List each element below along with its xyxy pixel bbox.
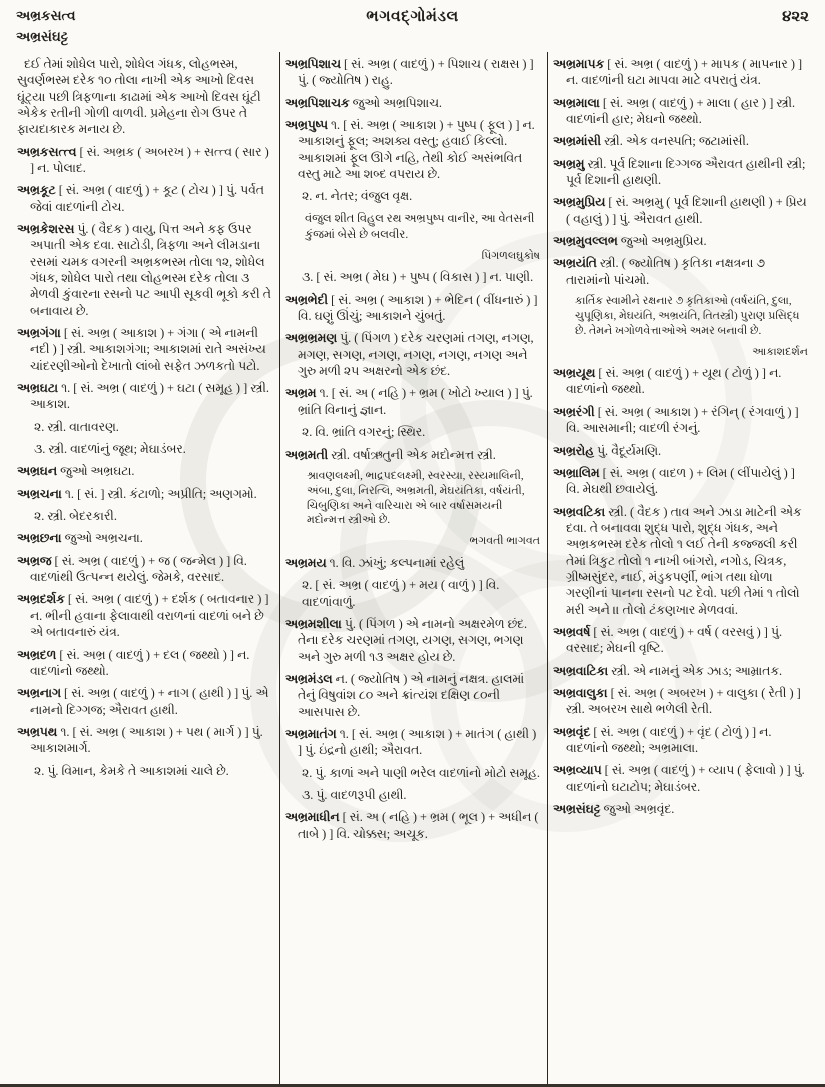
block-text: ૩. સ્ત્રી. વાદળાંનું જૂથ; મેઘાડંબર. xyxy=(34,442,186,457)
entry-headword: અભ્રઘટા xyxy=(17,381,62,396)
entry-body: ૧. [ સં. અ ( નહિ ) + ભ્રમ ( ખોટો ખ્યાલ ) ] પું. ભ્રાંતિ વિનાનું જ્ઞાન. xyxy=(298,386,533,417)
entry-body: [ સં. અભ્ર ( અબરખ ) + વાલુકા ( રેતી ) ] સ્ત્રી. અબરખ સાથે ભળેલી રેતી. xyxy=(566,685,801,717)
dictionary-entry xyxy=(285,385,540,418)
entry-headword: અભ્રરોહ xyxy=(553,443,598,458)
dictionary-entry xyxy=(285,726,540,759)
dictionary-entry xyxy=(285,616,540,665)
block-text: ૨. સ્ત્રી. વાતાવરણ. xyxy=(34,419,119,434)
entry-body: પું. વૈદૂર્યમણિ. xyxy=(597,443,662,458)
dictionary-entry xyxy=(17,221,272,319)
entry-headword: અભ્રમાતંગ xyxy=(285,726,340,741)
entry-body: જુઓ અભ્રમુપ્રિય. xyxy=(620,233,707,248)
entry-headword: અભ્રભેદી xyxy=(285,292,332,307)
block-text: આકાશદર્શન xyxy=(752,345,808,358)
entry-body: [ સં. અ ( નહિ ) + ભ્રમ ( ભૂલ ) + અધીન ( તાબે ) ] વિ. ચોક્કસ; અચૂક. xyxy=(298,810,539,841)
entry-body: ૧. [ સં. ] સ્ત્રી. કંટાળો; અપ્રીતિ; અણગમો. xyxy=(64,486,257,501)
column-1 xyxy=(12,52,279,1084)
entry-headword: અભ્રમુવલ્લભ xyxy=(553,233,621,248)
entry-headword: અભ્રપથ xyxy=(17,724,61,739)
dictionary-entry xyxy=(553,504,808,618)
sub-block xyxy=(17,419,272,435)
entry-headword: અભ્રઘન xyxy=(17,464,61,479)
entry-headword: અભ્રમશીલા xyxy=(285,616,345,631)
sub-block xyxy=(17,763,272,779)
sub-block xyxy=(17,508,272,524)
sub-block xyxy=(17,441,272,457)
dictionary-entry xyxy=(553,685,808,718)
entry-headword: અભ્રભ્રમણ xyxy=(285,331,341,346)
note-block xyxy=(553,294,808,339)
entry-headword: અભ્રગંગા xyxy=(17,326,64,340)
entry-body: [ સં. અભ્ર ( વાદળ ) + લિમ ( લીંપાયેલું ) ] વિ. મેઘથી છવાયેલું. xyxy=(566,465,795,497)
entry-body: સ્ત્રી. ( વૈદક ) તાવ અને ઝાડા માટેની એક દવા. તે બનાવવા શુદ્ધ પારો, શુદ્ધ ગંધક, અને અભ્રકભસ્મ દરેક તોલો ૧ લઈ તેની કજ્જલી કરી તેમાં ત્રિકુટ તોલો ૧ નાખી બાંગરો, નગોડ, ચિત્રક, ગ્રીષ્મસુંદર, નાઈ, મંડુકપર્ણી, ભાંગ તથા ધોળા ગરણીનાં પાનના રસનો પટ દેવો. પછી તેમાં ૧ તોલો મરી અને ।। તોલો ટંકણખાર મેળવવાં. xyxy=(566,504,802,617)
dictionary-entry xyxy=(17,685,272,718)
page-number: ૪૨૨ xyxy=(782,9,809,25)
block-text: કાર્તિક સ્વામીને રક્ષનાર ૭ કૃતિકાઓ (વર્ષયંતિ, દુલા, ચુપૂણિકા, મેઘયંતિ, અભ્રયંતિ, તિતસ્ત્રી) પુરાણ પ્રસિદ્ધ છે. તેમને ખગોળવેત્તાઓએ અમર બનાવી છે. xyxy=(575,294,800,337)
entry-body: ૧. વિ. ઝાંખું; કલ્પનામાં રહેલું xyxy=(329,555,465,570)
entry-headword: અભ્રજ xyxy=(17,553,55,568)
entry-headword: અભ્રછના xyxy=(17,531,65,546)
entry-headword: અભ્રવ્યાપ xyxy=(553,763,605,778)
attrib-block xyxy=(285,249,540,264)
block-text: ૨. [ સં. અભ્ર ( વાદળું ) + મય ( વાળું ) ] વિ. વાદળાંવાળું. xyxy=(302,578,500,609)
entry-body: [ સં. અભ્ર ( વાદળું ) + યૂથ ( ટોળું ) ] ન. વાદળાંનો જથ્થો. xyxy=(566,366,782,397)
entry-body: જુઓ અભ્રઘટા. xyxy=(60,464,135,479)
entry-body: [ સં. અભ્ર ( વાદળું ) + વ્યાપ ( ફેલાવો ) ] પું. વાદળાંનો ઘટાટોપ; મેઘાડંબર. xyxy=(566,763,805,794)
block-text: ૨. વિ. ભ્રાંતિ વગરનું; સ્થિર. xyxy=(302,425,426,440)
block-text: ૩. [ સં. અભ્ર ( મેઘ ) + પુષ્પ ( વિકાસ ) ] ન. પાણી. xyxy=(302,270,534,285)
dictionary-entry xyxy=(553,663,808,679)
dictionary-entry xyxy=(17,530,272,546)
attrib-block xyxy=(285,534,540,549)
entry-headword: અભ્રવાટિકા xyxy=(553,663,612,678)
note-block xyxy=(285,469,540,528)
entry-headword: અભ્રકેશરસ xyxy=(17,221,78,236)
entry-body: પું. ( પિંગળ ) દરેક ચરણમાં તગણ, નગણ, મગણ, સગણ, નગણ, નગણ, નગણ, નગણ અને ગુરુ મળી ૨૫ અક્ષરનો એક છંદ. xyxy=(298,331,534,379)
dictionary-entry xyxy=(553,443,808,459)
block-text: ૨. ન. નેતર; વંજુલ વૃક્ષ. xyxy=(302,189,413,204)
entry-headword: અભ્રકસત્ત્વ xyxy=(17,144,80,159)
dictionary-entry xyxy=(553,762,808,795)
entry-body: ૧. [ સં. અભ્ર ( વાદળું ) + ઘટા ( સમૂહ ) ] સ્ત્રી. આકાશ. xyxy=(30,381,269,412)
dictionary-entry xyxy=(553,156,808,189)
dictionary-entry xyxy=(17,591,272,640)
entry-body: પું. ( વૈદક ) વાયુ, પિત્ત અને કફ ઉપર અપાતી એક દવા. સાટોડી, ત્રિફળા અને લીમડાના રસમાં ચમક વગરની અભ્રકભસ્મ તોલા ૧૨, શોધેલ ગંધક, શોધેલ પારો તથા લોહભસ્મ દરેક તોલા ૩ મેળવી કુંવારના રસનો પટ આપી સૂકવી ભૂકો કરી તે બનાવાય છે. xyxy=(30,221,271,318)
block-text: શ્રાવણલક્ષ્મી, ભાદ્રપદલક્ષ્મી, સ્વરસ્યા, રસ્યમાલિની, અંબા, દુલા, નિરત્લિ, અભ્રમતી, મેઘયંતિકા, વર્ષયંતી, ચિબુણિકા અને વારિચારા એ બાર વર્ષાસમયની મદોન્મત્ત સ્ત્રીઓ છે. xyxy=(307,469,525,527)
entry-headword: અભ્રમંડલ xyxy=(285,671,336,686)
entry-body: [ સં. અભ્ર ( વાદળું ) + માલા ( હાર ) ] સ્ત્રી. વાદળાંની હાર; મેઘનો જથ્થો. xyxy=(566,95,796,126)
dictionary-entry xyxy=(553,801,808,817)
entry-headword: અભ્રપુષ્પ xyxy=(285,117,332,132)
dictionary-entry xyxy=(285,447,540,463)
cont-block xyxy=(17,56,272,138)
entry-headword: અભ્રપિશાચક xyxy=(285,95,353,110)
dictionary-entry xyxy=(17,182,272,215)
entry-headword: અભ્રમાધીન xyxy=(285,810,343,825)
entry-body: [ સં. અભ્રક ( અબરખ ) + સત્ત્વ ( સાર ) ] ન. પોલાદ. xyxy=(30,144,269,175)
entry-body: [ સં. અભ્ર ( વાદળું ) + નાગ ( હાથી ) ] પું. એ નામનો દિગ્ગજ; ઐરાવત હાથી. xyxy=(30,686,269,717)
dictionary-entry xyxy=(553,724,808,757)
entry-body: [ સં. અભ્ર ( વાદળું ) + વૃંદ ( ટોળું ) ] ન. વાદળાંનો જથ્થો; અભ્રમાલા. xyxy=(566,724,772,755)
entry-body: ૧. [ સં. અભ્ર ( આકાશ ) + માતંગ ( હાથી ) ] પું. ઇંદ્રનો હાથી; ઐરાવત. xyxy=(298,726,537,758)
dictionary-entry xyxy=(17,380,272,413)
entry-body: સ્ત્રી. એ નામનું એક ઝાડ; આમ્રાતક. xyxy=(611,663,783,678)
dictionary-entry xyxy=(553,465,808,498)
entry-headword: અભ્રમુપ્રિય xyxy=(553,195,609,210)
entry-body: [ સં. અભ્ર ( વાદળું ) + વર્ષ ( વરસવું ) ] પું. વરસાદ; મેઘની વૃષ્ટિ. xyxy=(566,624,783,656)
dictionary-entry xyxy=(285,292,540,325)
sub-block xyxy=(285,269,540,285)
entry-body: [ સં. અભ્ર ( આકાશ ) + ભેદિન ( વીંધનારું ) ] વિ. ઘણું ઊંચું; આકાશને ચુંબતું. xyxy=(298,292,538,324)
sub-block xyxy=(285,424,540,440)
entry-body: જુઓ અભ્રપિશાચ. xyxy=(352,95,442,110)
entry-headword: અભ્રકૂટ xyxy=(17,183,59,198)
dictionary-entry xyxy=(285,56,540,89)
entry-headword: અભ્રમય xyxy=(285,555,330,570)
entry-headword: અભ્રરંગી xyxy=(553,404,598,419)
entry-body: સ્ત્રી. ( જ્યોતિષ ) કૃતિકા નક્ષત્રના ૭ તારામાંનો પાંચમો. xyxy=(566,256,765,287)
dictionary-entry xyxy=(553,365,808,398)
dictionary-entry xyxy=(553,233,808,249)
entry-body: ૧. [ સં. અભ્ર ( આકાશ ) + પથ ( માર્ગ ) ] પું. આકાશમાર્ગ. xyxy=(30,724,263,756)
block-text: વંજુલ શીત વિહુલ રથ અભ્રપુષ્પ વાનીર, આ વેતસની કુંજમાં બેસે છે બલવીર. xyxy=(305,212,535,241)
dictionary-entry xyxy=(17,325,272,374)
page-header xyxy=(0,0,825,50)
running-head-last-word: અભ્રસંઘટ્ટ xyxy=(16,28,69,44)
entry-headword: અભ્રમાલા xyxy=(553,95,603,110)
entry-headword: અભ્રવર્ષ xyxy=(553,624,594,639)
entry-body: ન. ( જ્યોતિષ ) એ નામનું નક્ષત્ર. હાલમાં તેનું વિષુવાંશ ૮૦ અને ક્રાંત્યંશ દક્ષિણ ૮૦ની આસપાસ છે. xyxy=(298,671,525,719)
entry-headword: અભ્રદર્શક xyxy=(17,592,68,607)
attrib-block xyxy=(553,345,808,360)
running-head-first-word: અભ્રકસત્વ xyxy=(16,8,76,23)
entry-headword: અભ્રવટિકા xyxy=(553,504,609,519)
entry-body: [ સં. અભ્ર ( વાદળું ) + જ ( જન્મેલ ) ] વિ. વાદળાંથી ઉત્પન્ન થયેલું. જેમકે, વરસાદ. xyxy=(30,553,247,585)
entry-headword: અભ્રમાંસી xyxy=(553,134,605,149)
entry-headword: અભ્રસંઘટ્ટ xyxy=(553,802,604,817)
dictionary-entry xyxy=(553,95,808,128)
sub-block xyxy=(285,577,540,610)
block-text: ૨. પું. વિમાન, કેમકે તે આકાશમાં ચાલે છે. xyxy=(34,763,229,778)
dictionary-entry xyxy=(17,486,272,502)
block-text: પિંગળલઘુકોષ xyxy=(481,249,540,262)
dictionary-entry xyxy=(17,144,272,177)
block-text: ૨. પું. કાળાં અને પાણી ભરેલ વાદળાંનો મોટો સમૂહ. xyxy=(302,765,540,780)
book-title: ભગવદ્ગોમંડલ xyxy=(366,8,459,25)
entry-headword: અભ્રમતી xyxy=(285,447,332,462)
entry-body: [ સં. અભ્ર ( વાદળું ) + માપક ( માપનાર ) ] ન. વાદળાંની ઘટા માપવા માટે વપરાતું યંત્ર. xyxy=(566,56,803,88)
dictionary-entry xyxy=(553,133,808,149)
entry-body: [ સં. અભ્ર ( વાદળું ) + દલ ( જથ્થો ) ] ન. વાદળાંનો જથ્થો. xyxy=(30,647,250,678)
entry-headword: અભ્રચના xyxy=(17,486,65,501)
entry-headword: અભ્રમાપક xyxy=(553,56,608,71)
entry-headword: અભ્રદળ xyxy=(17,647,60,662)
dictionary-columns xyxy=(12,52,815,1084)
sub-block xyxy=(285,787,540,803)
dictionary-entry xyxy=(285,671,540,720)
entry-body: [ સં. અભ્ર ( વાદળું ) + દર્શક ( બતાવનાર ) ] ન. ભીની હવાના ફેલાવાથી વરાળનાં વાદળાં બને છે એ બતાવનારું યંત્ર. xyxy=(30,592,269,640)
entry-body: [ સં. અભ્ર ( આકાશ ) + રંગિન્ ( રંગવાળું ) ] વિ. આસમાની; વાદળી રંગનું. xyxy=(566,404,799,436)
entry-headword: અભ્રમુ xyxy=(553,156,588,171)
entry-headword: અભ્રવૃંદ xyxy=(553,724,594,739)
entry-body: ૧. [ સં. અભ્ર ( આકાશ ) + પુષ્પ ( ફૂલ ) ] ન. આકાશનું ફૂલ; અશક્ય વસ્તુ; હવાઈ કિલ્લો. આકાશમાં ફૂલ ઊગે નહિ, તેથી કોઈ અસંભવિત વસ્તુ માટે આ શબ્દ વપરાય છે. xyxy=(298,117,535,181)
dictionary-entry xyxy=(17,553,272,586)
dictionary-entry xyxy=(285,809,540,842)
dictionary-entry xyxy=(17,463,272,479)
entry-body: [ સં. અભ્રમુ ( પૂર્વ દિશાની હાથણી ) + પ્રિય ( વહાલું ) ] પું. ઐરાવત હાથી. xyxy=(566,195,807,226)
block-text: દઈ તેમાં શોધેલ પારો, શોધેલ ગંધક, લોહભસ્મ, સુવર્ણભસ્મ દરેક ૧૦ તોલા નાખી એક આખો દિવસ ઘૂંટ્યા પછી ત્રિફળાના કાઢામાં એક આખો દિવસ ઘૂંટી એકેક રતીની ગોળી વાળવી. પ્રમેહના રોગ ઉપર તે ફાયદાકારક મનાય છે. xyxy=(17,56,261,137)
block-text: ૨. સ્ત્રી. બેદરકારી. xyxy=(34,509,117,524)
sub-block xyxy=(285,765,540,781)
dictionary-entry xyxy=(285,95,540,111)
sub-block xyxy=(285,188,540,204)
dictionary-entry xyxy=(553,56,808,89)
block-text: ૩. પું. વાદળરૂપી હાથી. xyxy=(302,787,407,802)
entry-body: [ સં. અભ્ર ( વાદળું ) + કૂટ ( ટોચ ) ] પું. પર્વત જેવાં વાદળાંની ટોચ. xyxy=(30,183,264,214)
entry-headword: અભ્રમ xyxy=(285,386,320,401)
entry-headword: અભ્રપિશાચ xyxy=(285,56,344,71)
entry-body: જુઓ અભ્રવૃંદ. xyxy=(603,802,675,817)
entry-body: સ્ત્રી. વર્ષાઋતુની એક મદોન્મત્ત સ્ત્રી. xyxy=(331,447,496,462)
entry-body: [ સં. અભ્ર ( વાદળું ) + પિશાચ ( રાક્ષસ ) ] પું. ( જ્યોતિષ ) રાહુ. xyxy=(298,56,534,88)
entry-headword: અભ્રવાલુકા xyxy=(553,685,611,700)
entry-body: જુઓ અભ્રચના. xyxy=(64,531,143,546)
column-2 xyxy=(279,52,547,1084)
verse-block xyxy=(285,211,540,243)
entry-body: સ્ત્રી. એક વનસ્પતિ; જટામાંસી. xyxy=(604,134,749,149)
entry-body: પું. ( પિંગળ ) એ નામનો અક્ષરમેળ છંદ. તેના દરેક ચરણમાં તગણ, યગણ, સગણ, ભગણ અને ગુરુ મળી ૧૩ અક્ષર હોય છે. xyxy=(298,616,528,664)
entry-headword: અભ્રયૂથ xyxy=(553,366,599,381)
dictionary-entry xyxy=(17,647,272,680)
entry-body: [ સં. અભ્ર ( આકાશ ) + ગંગા ( એ નામની નદી ) ] સ્ત્રી. આકાશગંગા; આકાશમાં રાતે અસંખ્ય ચાંદરણીઓનો દેખાતો લાંબો સફેત ઝળકતો પટો. xyxy=(30,326,266,373)
entry-headword: અભ્રનાગ xyxy=(17,686,65,701)
column-3 xyxy=(547,52,815,1084)
entry-body: સ્ત્રી. પૂર્વ દિશાના દિગ્ગજ ઐરાવત હાથીની સ્ત્રી; પૂર્વ દિશાની હાથણી. xyxy=(566,156,806,187)
dictionary-entry xyxy=(285,330,540,379)
entry-headword: અભ્રયંતિ xyxy=(553,256,600,271)
dictionary-entry xyxy=(285,117,540,182)
dictionary-entry xyxy=(553,194,808,227)
dictionary-entry xyxy=(285,555,540,571)
dictionary-entry xyxy=(553,255,808,288)
dictionary-entry xyxy=(17,724,272,757)
block-text: ભગવતી ભાગવત xyxy=(469,535,540,548)
entry-headword: અભ્રાલિમ xyxy=(553,465,603,480)
dictionary-entry xyxy=(553,624,808,657)
dictionary-entry xyxy=(553,404,808,437)
